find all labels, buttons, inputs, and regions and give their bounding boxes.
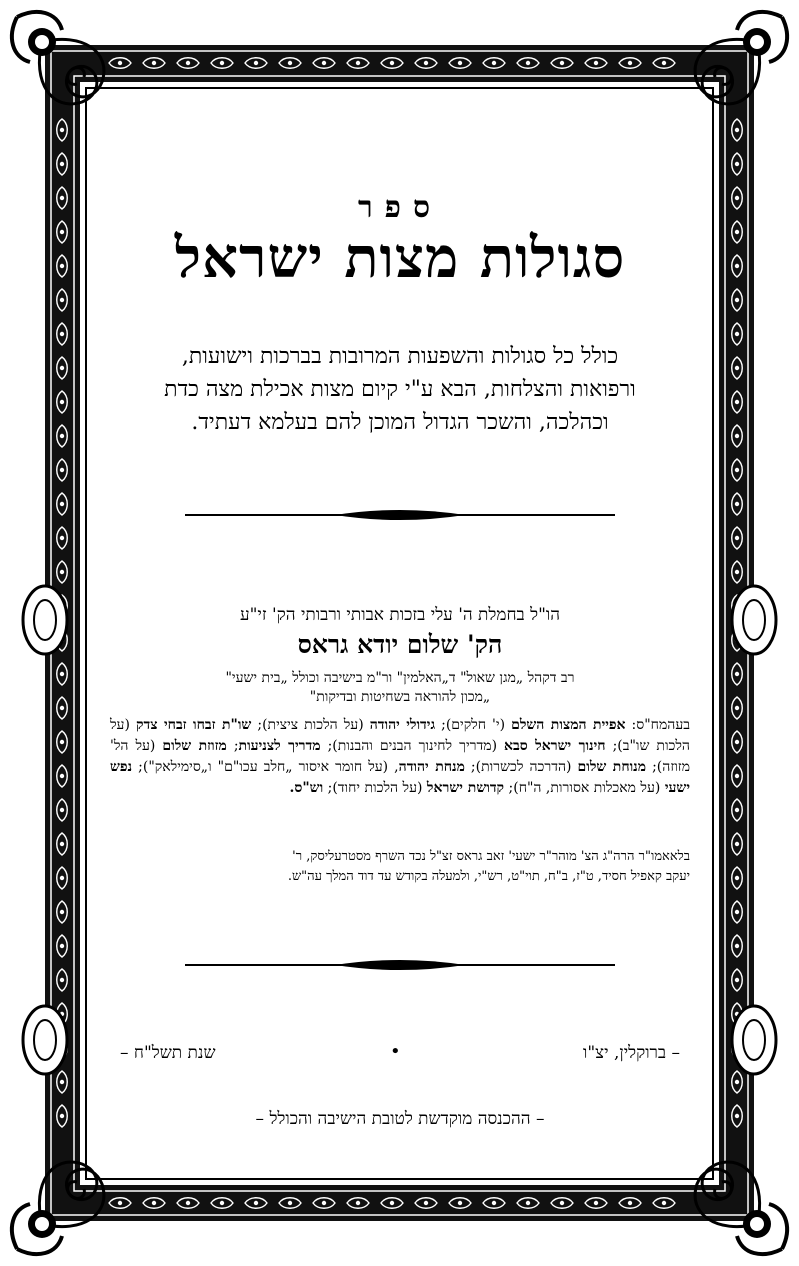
lineage-line: יעקב קאפיל חסיד, ט"ז, ב"ח, תוי"ט, רש"י, ולמעלה בקודש עד דוד המלך עה"ש. [287,869,690,884]
author-title-line: „מכון להוראה בשחיטות ובדיקות" [309,689,491,705]
imprint-line [110,1043,690,1071]
medallion-ornament [23,586,67,654]
title-page-content [100,95,700,1170]
work-note: (על הלכות שו"ב); [110,717,690,754]
intro-line: כולל כל סגולות והשפעות המרובות בברכות וישועות, [181,344,619,369]
medallion-ornament [23,1006,67,1074]
work-note: (על הל' מזוזה); [110,738,691,775]
ornamental-divider [185,507,615,523]
work-title: וש"ס. [289,780,324,796]
work-title: אפיית המצות השלם [511,717,626,733]
work-note: (הדרכה לכשרות); [464,759,578,775]
imprint-place: – ברוקלין, יצ"ו [583,1043,680,1063]
author-lineage [110,847,690,887]
work-title: גידולי יהודה [369,717,436,733]
imprint-bullet: • [390,1041,401,1062]
intro-paragraph [120,340,680,439]
work-note: (על הלכות יחוד); [323,780,427,796]
intro-line: ורפואות והצלחות, הבא ע"י קיום מצות אכילת מצה כדת [164,377,636,402]
lineage-line: בלאאמו"ר הרה"ג הצ' מוהר"ר ישעי' זאב גראס זצ"ל נכד השרף מסטרעליסק, ר' [292,849,690,864]
work-title: נפש ישעי [110,759,690,796]
medallion-ornament [732,1006,776,1074]
work-note: (על הלכות ציצית); [251,717,370,733]
work-title: קדושת ישראל [426,780,505,796]
book-title: סגולות מצות ישראל [174,225,626,291]
medallion-ornament [732,586,776,654]
dedication-line: – ההכנסה מוקדשת לטובת הישיבה והכולל – [255,1109,545,1129]
publisher-line: הו"ל בחמלת ה' עלי בזכות אבותי ורבותי הק' זי"ע [239,605,561,625]
author-title-line: רב דקהל „מגן שאול" ד„האלמין" ור"מ בישיבה וכולל „בית ישעי" [225,670,575,686]
work-note: (מדריך לחינוך הבנים והבנות); [320,738,505,754]
ornamental-divider [185,957,615,973]
authors-works-list [110,715,690,799]
work-note: (על מאכלות אסורות, ה"ח); [504,780,665,796]
work-note: , (על חומר איסור „חלב עכו"ם" ו„סימילאק"); [132,759,399,775]
work-note: ; [226,738,239,754]
author-titles [140,669,660,707]
work-title: חינוך ישראל סבא [504,738,606,754]
imprint-year: שנת תשל"ח – [120,1043,216,1063]
sefer-label: ספר [357,190,443,225]
work-title: מדריך לצניעות [238,738,321,754]
intro-line: וכהלכה, והשכר הגדול המוכן להם בעלמא דעתיד. [191,410,609,435]
work-note: (י' חלקים); [435,717,512,733]
work-title: מנחת יהודה [398,759,465,775]
work-title: מנוחת שלום [577,759,647,775]
work-title: שו"ת זבחו זבחי צדק [135,717,252,733]
works-prefix: בעהמח"ס: [625,717,690,733]
author-name: הק' שלום יודא גראס [297,630,503,659]
work-title: מזוזת שלום [162,738,227,754]
